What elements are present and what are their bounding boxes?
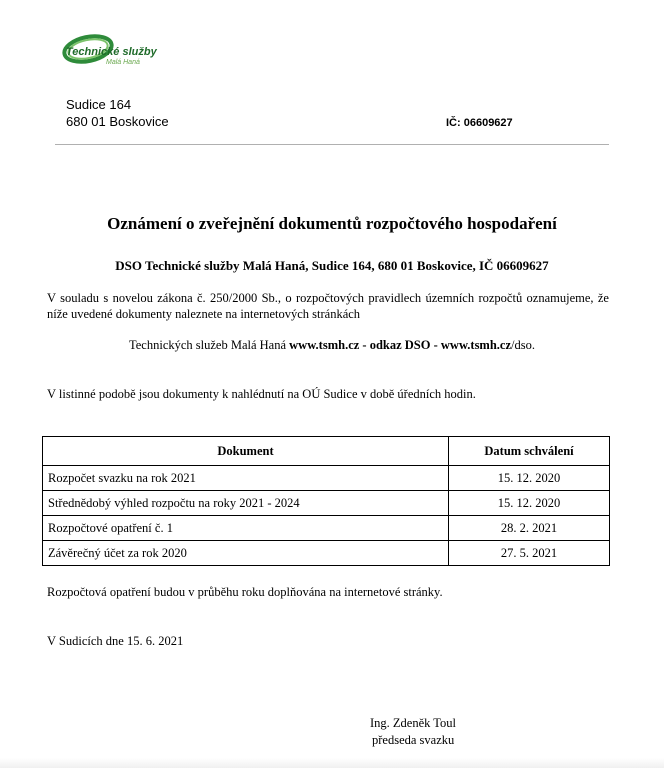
update-note: Rozpočtová opatření budou v průběhu roku doplňována na internetové stránky. <box>47 585 443 599</box>
intro-paragraph: V souladu s novelou zákona č. 250/2000 Sb., o rozpočtových pravidlech územních rozpočtů oznamujeme, že níže uvedené dokumenty naleznete na internetových stránkách <box>47 291 609 321</box>
table-header-row <box>43 437 610 466</box>
date-cell: 15. 12. 2020 <box>449 491 610 516</box>
place-and-date: V Sudicích dne 15. 6. 2021 <box>47 634 184 648</box>
logo-subtitle: Malá Haná <box>106 59 140 66</box>
web-link-suffix: /dso. <box>511 338 535 352</box>
document-cell: Rozpočet svazku na rok 2021 <box>43 466 449 491</box>
table-row <box>43 491 610 516</box>
column-header-approval-date: Datum schválení <box>449 437 610 466</box>
date-cell: 27. 5. 2021 <box>449 541 610 566</box>
web-link[interactable]: www.tsmh.cz - odkaz DSO - www.tsmh.cz <box>289 338 512 352</box>
date-cell: 15. 12. 2020 <box>449 466 610 491</box>
signatory-role: předseda svazku <box>372 733 455 747</box>
logo <box>62 34 162 78</box>
page-bottom-edge <box>0 758 664 768</box>
table-row <box>43 516 610 541</box>
logo-name: Technické služby <box>66 46 157 58</box>
document-subtitle: DSO Technické služby Malá Haná, Sudice 164, 680 01 Boskovice, IČ 06609627 <box>115 258 549 273</box>
document-cell: Střednědobý výhled rozpočtu na roky 2021 - 2024 <box>43 491 449 516</box>
table-row <box>43 466 610 491</box>
web-reference-line <box>0 338 664 353</box>
document-cell: Závěrečný účet za rok 2020 <box>43 541 449 566</box>
address-line-2: 680 01 Boskovice <box>66 114 169 129</box>
document-cell: Rozpočtové opatření č. 1 <box>43 516 449 541</box>
documents-table <box>42 436 610 566</box>
date-cell: 28. 2. 2021 <box>449 516 610 541</box>
availability-paragraph: V listinné podobě jsou dokumenty k nahlédnutí na OÚ Sudice v době úředních hodin. <box>47 387 476 401</box>
signatory-name: Ing. Zdeněk Toul <box>370 716 457 730</box>
web-reference-prefix: Technických služeb Malá Haná <box>128 338 290 352</box>
company-id: IČ: 06609627 <box>446 117 513 129</box>
address-line-1: Sudice 164 <box>66 97 132 112</box>
document-title: Oznámení o zveřejnění dokumentů rozpočtového hospodaření <box>107 214 557 233</box>
column-header-document: Dokument <box>43 437 449 466</box>
header-divider <box>55 144 609 145</box>
table-row <box>43 541 610 566</box>
